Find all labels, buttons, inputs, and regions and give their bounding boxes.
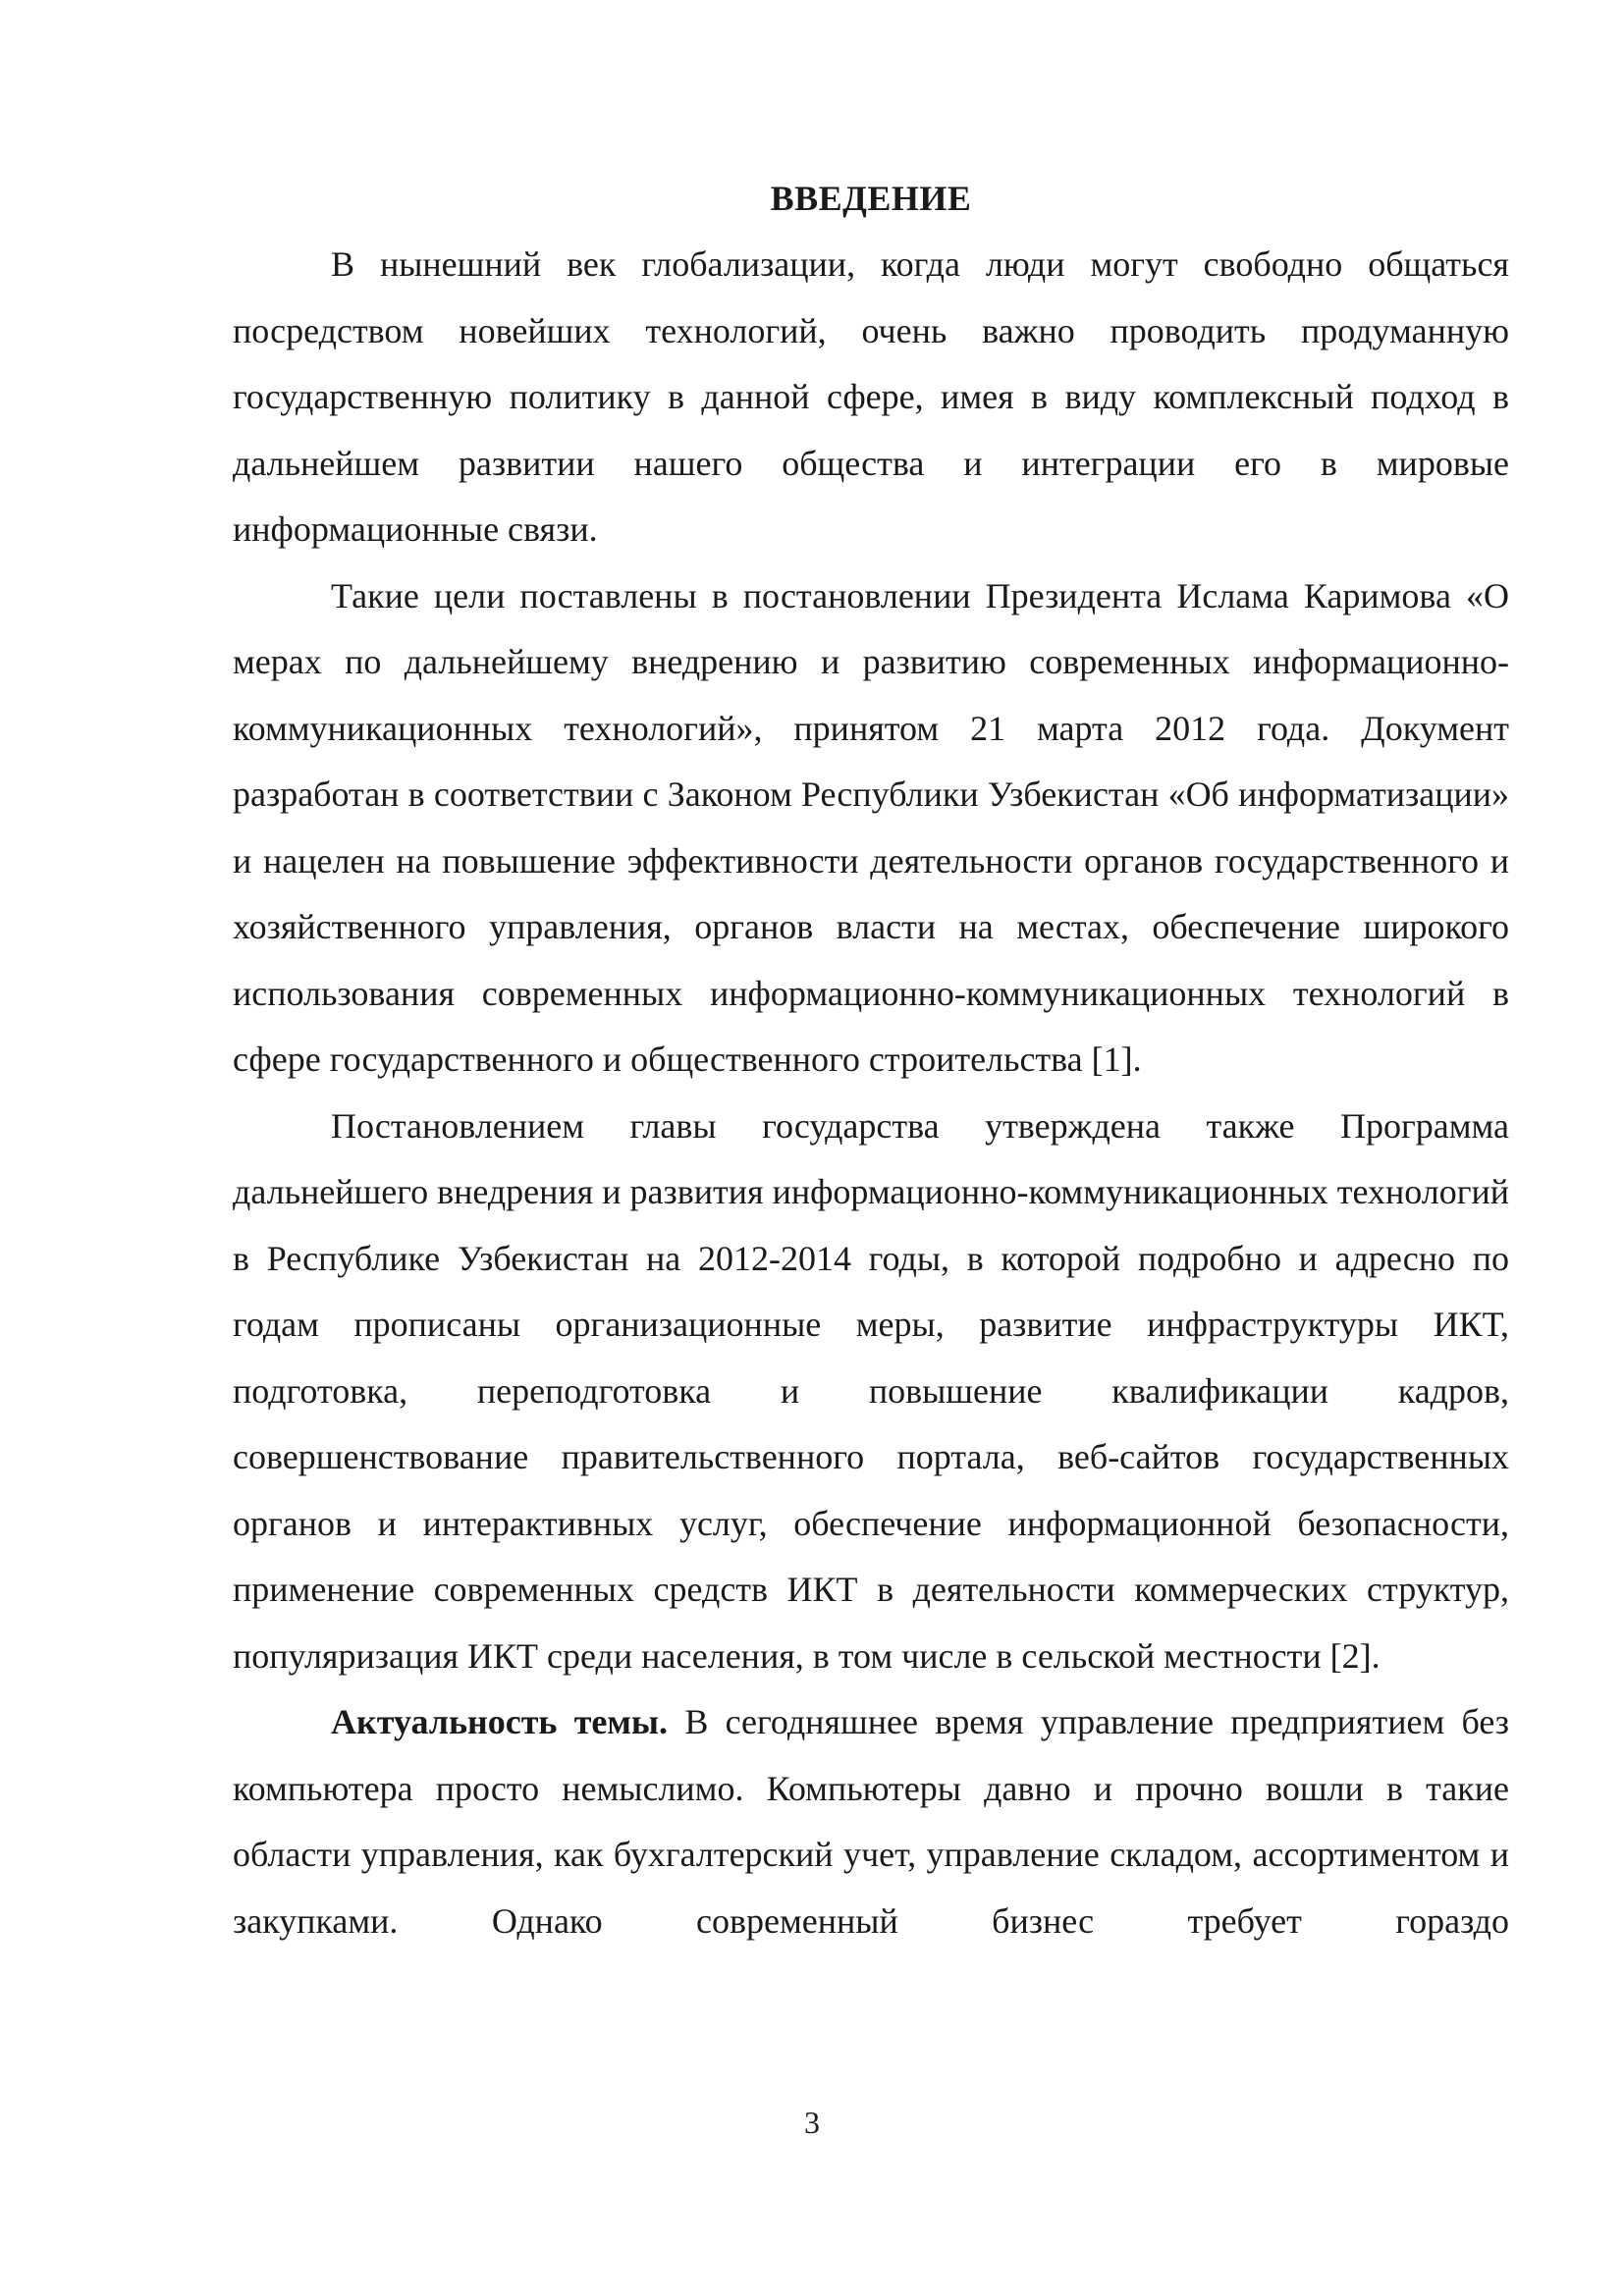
section-heading: ВВЕДЕНИЕ <box>770 179 972 218</box>
relevance-text: В сегодняшнее время управление предприятием без компьютера просто немыслимо. Компьютеры давно и прочно вошли в такие области управления, как бухгалтерский учет, управление складом, ассортиментом и закупками. Однако современный бизнес требует гораздо <box>233 1702 1509 1941</box>
paragraph-presidential-decree: Такие цели поставлены в постановлении Президента Ислама Каримова «О мерах по дальнейшему внедрению и развитию современных информационно-коммуникационных технологий», принятом 21 марта 2012 года. Документ разработан в соответствии с Законом Республики Узбекистан «Об информатизации» и нацелен на повышение эффективности деятельности органов государственного и хозяйственного управления, органов власти на местах, обеспечение широкого использования современных информационно-коммуникационных технологий в сфере государственного и общественного строительства [1]. <box>233 575 1509 1079</box>
page-number: 3 <box>804 2105 820 2140</box>
paragraph-relevance <box>233 1689 1509 1954</box>
page-body <box>233 165 1509 1954</box>
relevance-lead: Актуальность темы. <box>331 1702 669 1741</box>
paragraph-globalization: В нынешний век глобализации, когда люди могут свободно общаться посредством новейших технологий, очень важно проводить продуманную государственную политику в данной сфере, имея в виду комплексный подход в дальнейшем развитии нашего общества и интеграции его в мировые информационные связи. <box>233 244 1509 549</box>
paragraph-ict-program: Постановлением главы государства утверждена также Программа дальнейшего внедрения и развития информационно-коммуникационных технологий в Республике Узбекистан на 2012-2014 годы, в которой подробно и адресно по годам прописаны организационные меры, развитие инфраструктуры ИКТ, подготовка, переподготовка и повышение квалификации кадров, совершенствование правительственного портала, веб-сайтов государственных органов и интерактивных услуг, обеспечение информационной безопасности, применение современных средств ИКТ в деятельности коммерческих структур, популяризация ИКТ среди населения, в том числе в сельской местности [2]. <box>233 1105 1509 1676</box>
